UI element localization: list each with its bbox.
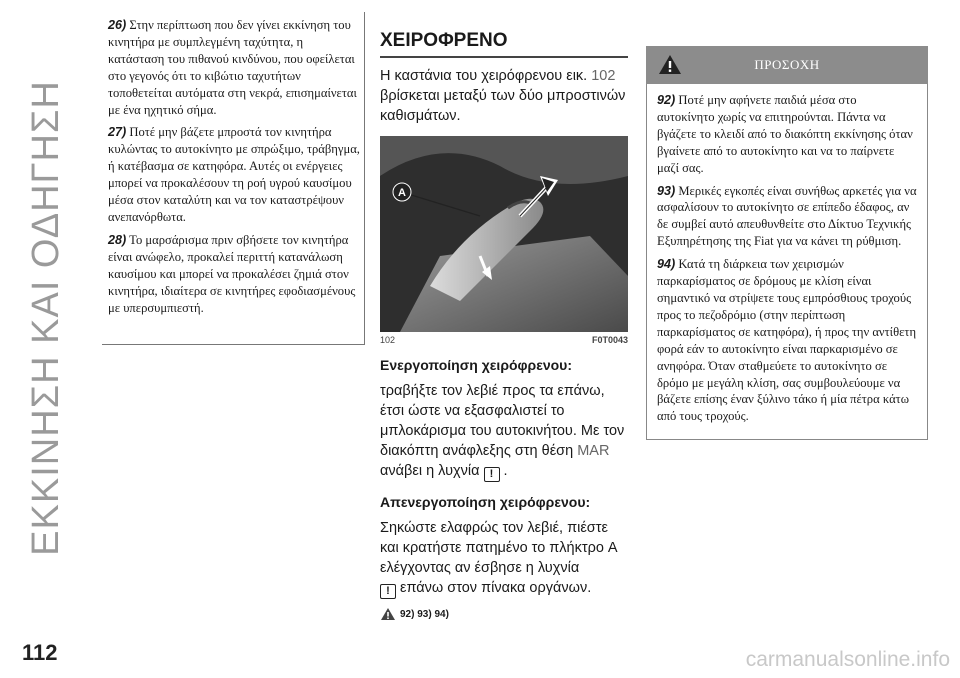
watermark: carmanualsonline.info <box>745 648 950 671</box>
note-28 <box>108 232 362 317</box>
chapter-side-tab <box>14 18 74 618</box>
release-paragraph <box>380 518 628 599</box>
brake-warning-icon: ! <box>484 467 500 482</box>
figure-number: 102 <box>380 335 396 345</box>
warning-triangle-icon <box>380 607 396 621</box>
note-number: 94) <box>657 257 676 272</box>
warning-triangle-icon <box>658 54 682 75</box>
figure-caption <box>380 335 628 345</box>
note-number: 26) <box>108 18 127 32</box>
note-text: Ποτέ μην αφήνετε παιδιά μέσα στο αυτοκίνητο χωρίς να επιτηρούνται. Πάντα να βγάζετε το κλειδί από το διακόπτη εκκίνησης όταν βγαίνετε από το αυτοκίνητο και να το παίρνετε μαζί σας. <box>657 93 913 175</box>
reference-numbers: 92) 93) 94) <box>400 608 449 620</box>
engage-paragraph <box>380 381 628 482</box>
note-text: Στην περίπτωση που δεν γίνει εκκίνηση του κινητήρα με συμπλεγμένη ταχύτητα, η κατάσταση του πιθανού κινδύνου, που οφείλεται στο γεγονός ότι το κιβώτιο ταχυτήτων τοποθετείται αυτόματα στη νεκρά, επισημαίνεται με ένα ηχητικό σήμα. <box>108 18 357 117</box>
engage-text-b: ανάβει η λυχνία <box>380 463 480 479</box>
intro-text-a: Η καστάνια του χειρόφρενου εικ. <box>380 68 592 84</box>
page-number: 112 <box>22 640 58 665</box>
release-text-b: επάνω στον πίνακα οργάνων. <box>396 580 592 596</box>
caution-body <box>646 84 928 440</box>
figure-code: F0T0043 <box>591 335 628 345</box>
engage-heading: Ενεργοποίηση χειρόφρενου: <box>380 357 572 373</box>
note-text: Το μαρσάρισμα πριν σβήσετε τον κινητήρα είναι ανώφελο, προκαλεί περιττή κατανάλωση καυσίμου και μπορεί να προκαλέσει ζημιά στον κινητήρα, ιδιαίτερα σε κινητήρες εφοδιασμένους με υπερσυμπιεστή. <box>108 232 356 315</box>
note-text: Κατά τη διάρκεια των χειρισμών παρκαρίσματος σε δρόμους με κλίση είναι σημαντικό να στρίψετε τους εμπρόσθιους τροχούς προς το πεζοδρόμιο (στην περίπτωση παρκαρίσματος σε κατηφόρα), ή προς την αντίθετη φορά εάν το αυτοκίνητο είναι παρκαρισμένο σε ανηφόρα. Όταν σταθμεύετε το αυτοκίνητο σε δρόμο με μεγάλη κλίση, σας συμβουλεύουμε να βάζετε επίσης έναν ξύλινο τάκο ή μία πέτρα κάτω από τους τροχούς. <box>657 257 917 424</box>
intro-text-b: βρίσκεται μεταξύ των δύο μπροστινών καθισμάτων. <box>380 88 626 124</box>
caution-note-94 <box>657 256 917 425</box>
caution-title: ΠΡΟΣΟΧΗ <box>754 57 820 72</box>
note-27 <box>108 124 362 225</box>
note-26 <box>108 17 362 118</box>
mar-position: MAR <box>577 443 610 459</box>
engage-text-a: τραβήξτε τον λεβιέ προς τα επάνω, έτσι ώστε να εξασφαλιστεί το μπλοκάρισμα του αυτοκινήτου. Με τον διακόπτη ανάφλεξης στη θέση <box>380 383 625 459</box>
note-text: Ποτέ μην βάζετε μπροστά τον κινητήρα κυλώντας το αυτοκίνητο με σπρώξιμο, τράβηγμα, ή κατέβασμα σε κατηφόρα. Αυτές οι ενέργειες μπορεί να προκαλέσουν τη ροή υγρού καυσίμου μέσα στον καταλύτη και να τον καταστρέψουν ανεπανόρθωτα. <box>108 125 360 224</box>
caution-header <box>646 46 928 84</box>
figure-reference: 102 <box>591 68 616 84</box>
caution-column <box>646 46 928 440</box>
note-number: 28) <box>108 232 127 247</box>
note-text: Μερικές εγκοπές είναι συνήθως αρκετές για να ασφαλίσουν το αυτοκίνητο σε επίπεδο έδαφος, αν δε συμβεί αυτό απευθυνθείτε στο Δίκτυο Τεχνικής Εξυπηρέτησης της Fiat για να κάνει τη ρύθμιση. <box>657 183 917 249</box>
caution-box <box>646 46 928 440</box>
main-column <box>380 30 628 621</box>
note-number: 27) <box>108 125 127 140</box>
notes-column <box>108 17 362 322</box>
handbrake-illustration <box>380 136 628 332</box>
note-number: 93) <box>657 183 676 198</box>
release-text-a: Σηκώστε ελαφρώς τον λεβιέ, πιέστε και κρατήστε πατημένο το πλήκτρο A ελέγχοντας αν έσβησε η λυχνία <box>380 520 617 576</box>
figure-callout-a: A <box>398 187 406 199</box>
intro-paragraph <box>380 66 628 126</box>
chapter-title: ΕΚΚΙΝΗΣΗ ΚΑΙ ΟΔΗΓΗΣΗ <box>25 80 67 556</box>
caution-note-92 <box>657 92 917 177</box>
engage-text-c: . <box>499 463 508 479</box>
section-title: ΧΕΙΡΟΦΡΕΝΟ <box>380 30 628 58</box>
note-number: 92) <box>657 93 676 107</box>
caution-references <box>380 607 628 621</box>
caution-note-93 <box>657 183 917 251</box>
brake-warning-icon: ! <box>380 584 396 599</box>
handbrake-figure <box>380 136 628 332</box>
release-heading: Απενεργοποίηση χειρόφρενου: <box>380 494 591 510</box>
